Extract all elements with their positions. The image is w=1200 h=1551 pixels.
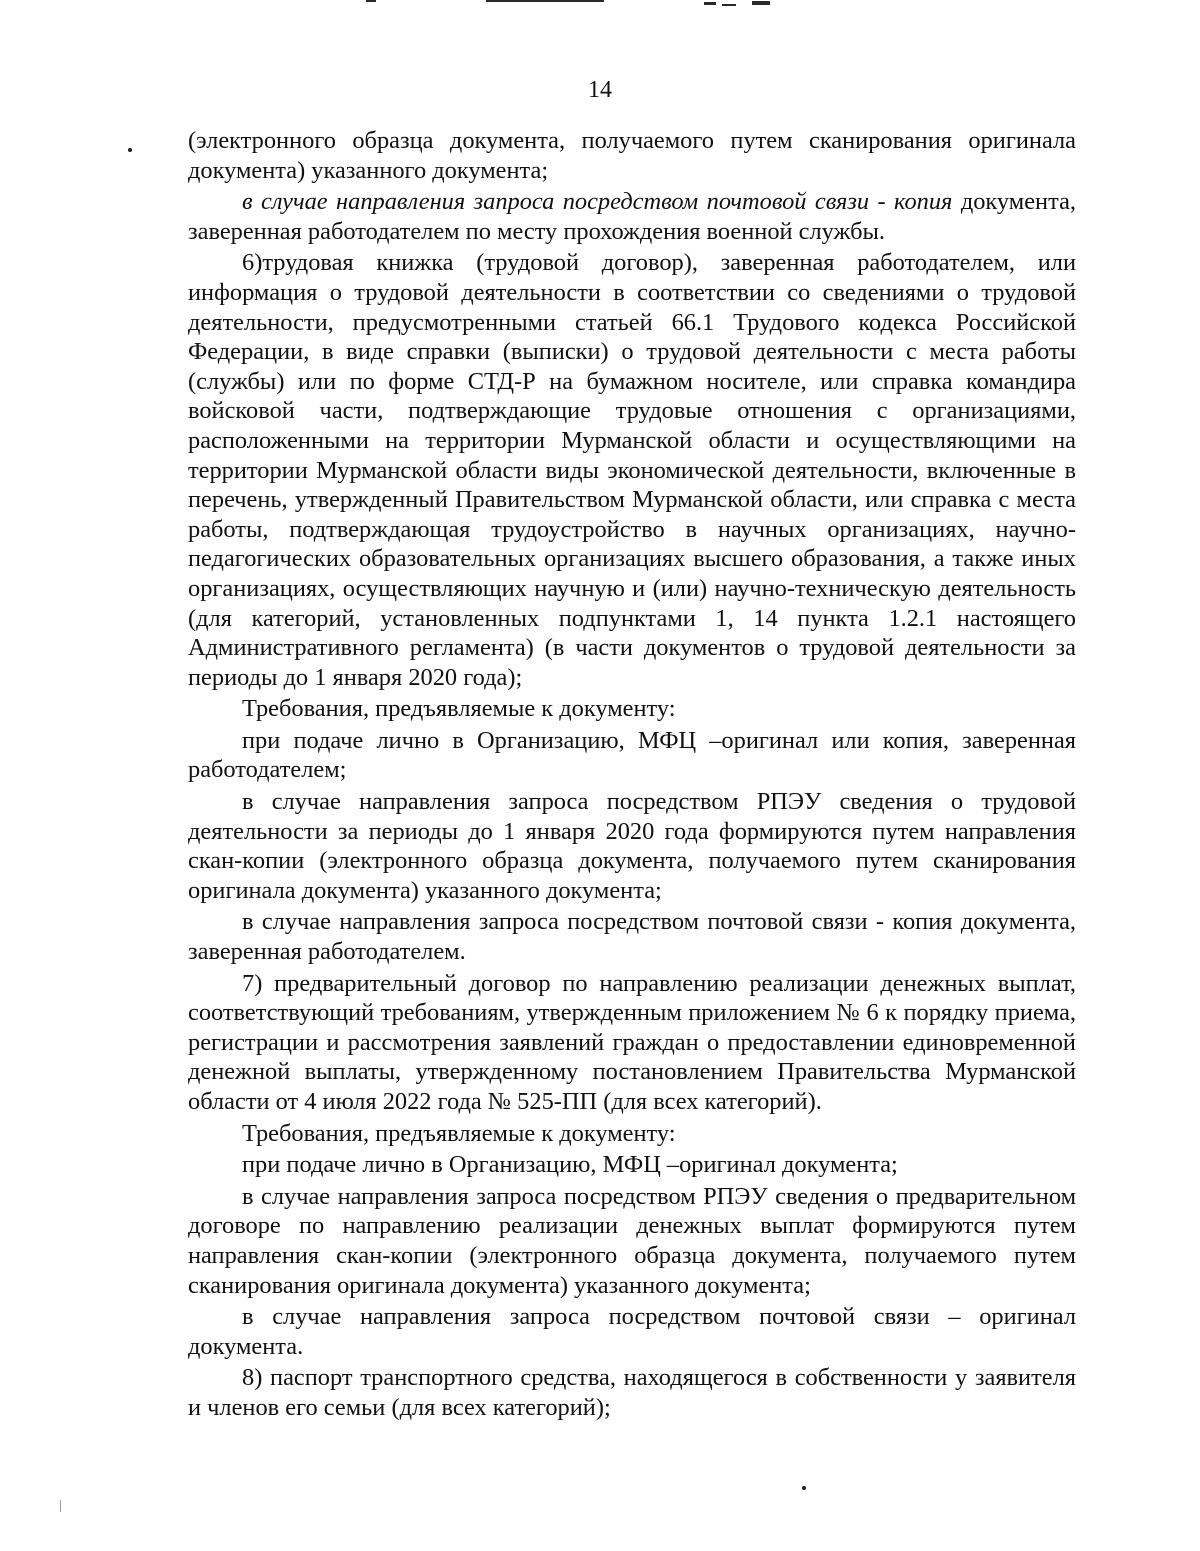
paragraph-text: документа, заверенная работодателем по месту прохождения военной службы. (188, 188, 1076, 245)
paragraph: в случае направления запроса посредством почтовой связи - копия документа, заверенная работодателем. (188, 908, 1076, 966)
paragraph: (электронного образца документа, получаемого путем сканирования оригинала документа) указанного документа; (188, 127, 1076, 184)
document-body (188, 126, 1076, 1423)
paragraph: Требования, предъявляемые к документу: (242, 695, 676, 723)
scan-artifact-mark (704, 2, 716, 5)
paragraph: 8) паспорт транспортного средства, находящегося в собственности у заявителя и членов его семьи (для всех категорий); (188, 1364, 1076, 1421)
paragraph: Требования, предъявляемые к документу: (242, 1119, 676, 1147)
paragraph: в случае направления запроса посредством РПЭУ сведения о предварительном договоре по направлению реализации денежных выплат формируются путем направления скан-копии (электронного образца документа, получаемого путем сканирования оригинала документа) указанного документа; (188, 1182, 1076, 1299)
italic-text: в случае направления запроса посредством почтовой связи - копия (242, 188, 953, 216)
paragraph: при подаче лично в Организацию, МФЦ –оригинал или копия, заверенная работодателем; (188, 726, 1076, 784)
scan-artifact-line (486, 0, 604, 2)
paragraph: 6)трудовая книжка (трудовой договор), заверенная работодателем, или информация о трудовой деятельности в соответствии со сведениями о трудовой деятельности, предусмотренными статьей 66.1 Трудового кодекса Российской Федерации, в виде справки (выписки) о трудовой деятельности с места работы (службы) или по форме СТД-Р на бумажном носителе, или справка командира войсковой части, подтверждающие трудовые отношения с организациями, расположенными на территории Мурманской области и осуществляющими на территории Мурманской области виды экономической деятельности, включенные в перечень, утвержденный Правительством Мурманской области, или справка с места работы, подтверждающая трудоустройство в научных организациях, научно-педагогических образовательных организациях высшего образования, а также иных организациях, осуществляющих научную и (или) научно-техническую деятельность (для категорий, установленных подпунктами 1, 14 пункта 1.2.1 настоящего Административного регламента) (в части документов о трудовой деятельности за периоды до 1 января 2020 года); (188, 249, 1076, 691)
paragraph-partial-italic (188, 187, 1076, 246)
paragraph: при подаче лично в Организацию, МФЦ –оригинал документа; (242, 1151, 898, 1179)
scan-artifact-mark (60, 1500, 61, 1512)
scan-artifact-mark (366, 0, 376, 2)
paragraph: в случае направления запроса посредством почтовой связи – оригинал документа. (188, 1303, 1076, 1360)
page-number: 14 (588, 77, 612, 103)
scan-artifact-dot (802, 1486, 806, 1490)
scan-artifact-mark (722, 4, 736, 6)
paragraph: в случае направления запроса посредством РПЭУ сведения о трудовой деятельности за периоды до 1 января 2020 года формируются путем направления скан-копии (электронного образца документа, получаемого путем сканирования оригинала документа) указанного документа; (188, 788, 1076, 904)
scan-artifact-mark (752, 1, 770, 5)
scan-artifact-dot (128, 148, 132, 152)
paragraph: 7) предварительный договор по направлению реализации денежных выплат, соответствующий требованиям, утвержденным приложением № 6 к порядку приема, регистрации и рассмотрения заявлений граждан о предоставлении единовременной денежной выплаты, утвержденному постановлением Правительства Мурманской области от 4 июля 2022 года № 525-ПП (для всех категорий). (188, 969, 1076, 1115)
